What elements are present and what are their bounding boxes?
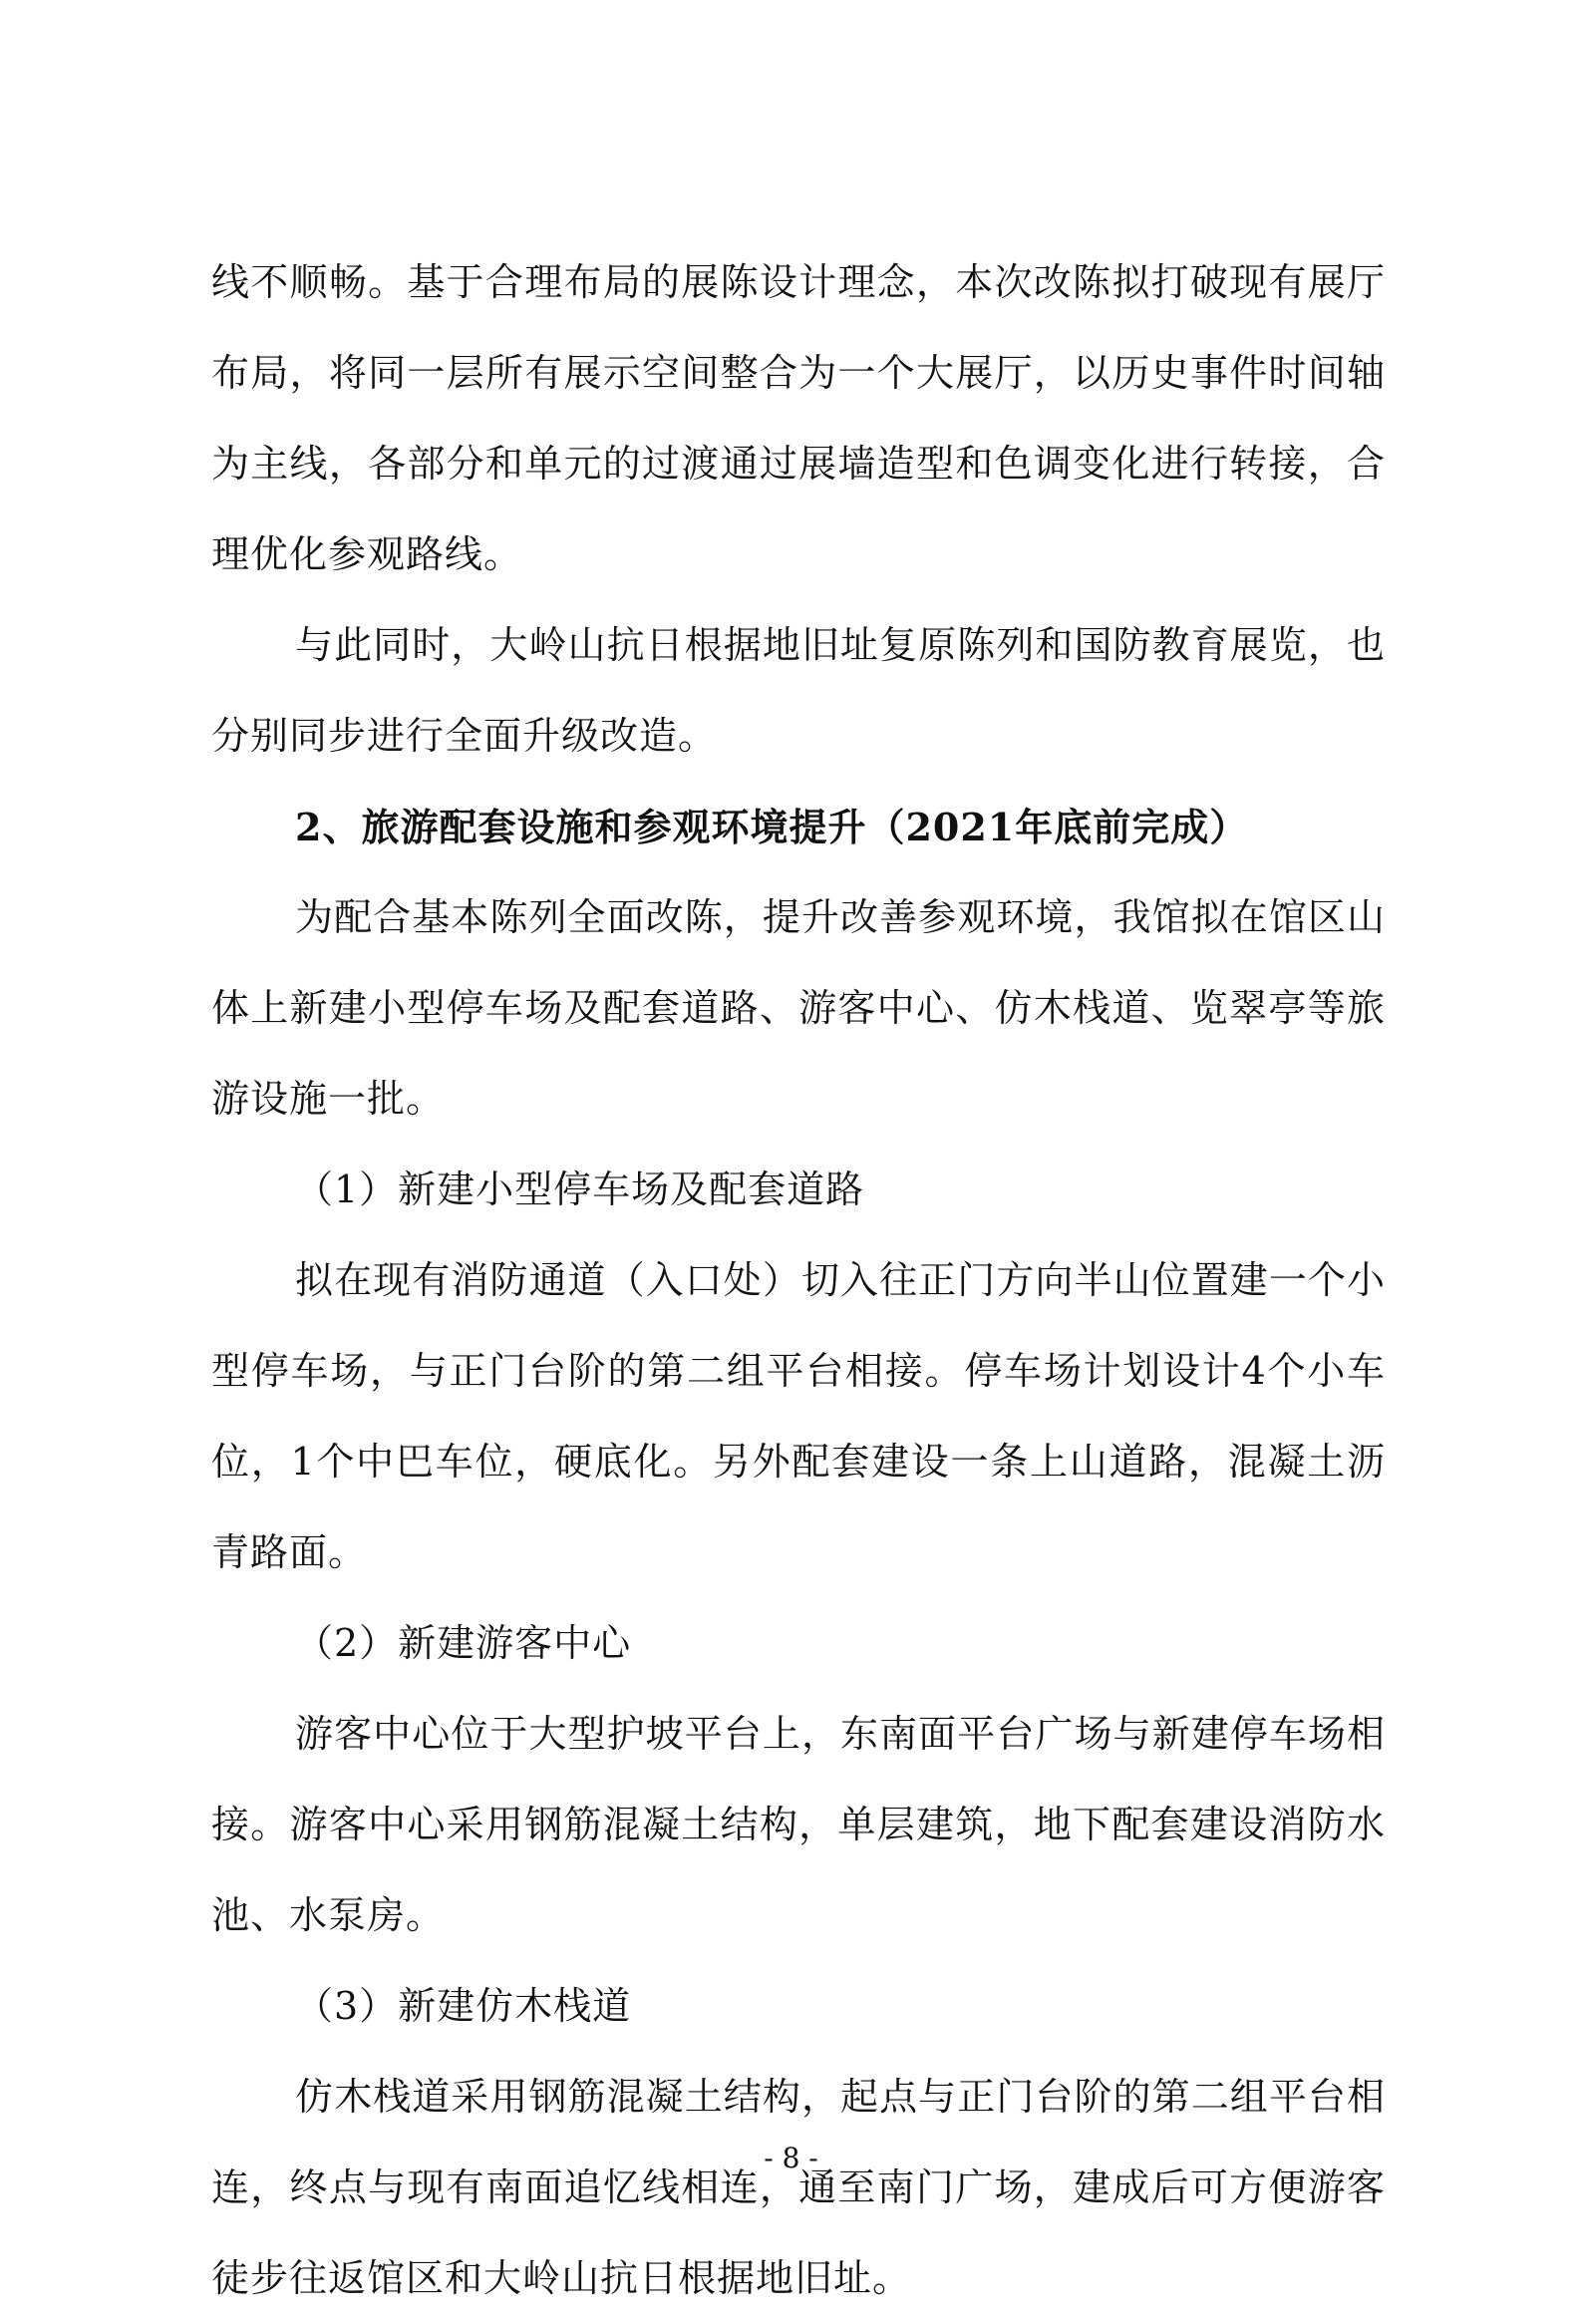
paragraph: 游客中心位于大型护坡平台上，东南面平台广场与新建停车场相接。游客中心采用钢筋混凝土结构，单层建筑，地下配套建设消防水池、水泵房。 — [211, 1712, 1386, 1937]
paragraph: 仿木栈道采用钢筋混凝土结构，起点与正门台阶的第二组平台相连，终点与现有南面追忆线相连，通至南门广场，建成后可方便游客徒步往返馆区和大岭山抗日根据地旧址。 — [211, 2075, 1386, 2300]
paragraph: 拟在现有消防通道（入口处）切入往正门方向半山位置建一个小型停车场，与正门台阶的第二组平台相接。停车场计划设计4个小车位，1个中巴车位，硬底化。另外配套建设一条上山道路，混凝土沥青路面。 — [211, 1258, 1386, 1574]
paragraph: 与此同时，大岭山抗日根据地旧址复原陈列和国防教育展览，也分别同步进行全面升级改造。 — [211, 623, 1386, 758]
section-heading: 2、旅游配套设施和参观环境提升（2021年底前完成） — [295, 805, 1249, 849]
subheading: （3）新建仿木栈道 — [295, 1984, 632, 2028]
page-number: - 8 - — [764, 2142, 818, 2174]
body-text — [211, 237, 1386, 2324]
subheading: （2）新建游客中心 — [295, 1621, 632, 1665]
paragraph-continuation: 线不顺畅。基于合理布局的展陈设计理念，本次改陈拟打破现有展厅布局，将同一层所有展示空间整合为一个大展厅，以历史事件时间轴为主线，各部分和单元的过渡通过展墙造型和色调变化进行转接，合理优化参观路线。 — [211, 260, 1386, 576]
subheading: （1）新建小型停车场及配套道路 — [295, 1167, 865, 1211]
paragraph: 为配合基本陈列全面改陈，提升改善参观环境，我馆拟在馆区山体上新建小型停车场及配套道路、游客中心、仿木栈道、览翠亭等旅游设施一批。 — [211, 895, 1386, 1121]
